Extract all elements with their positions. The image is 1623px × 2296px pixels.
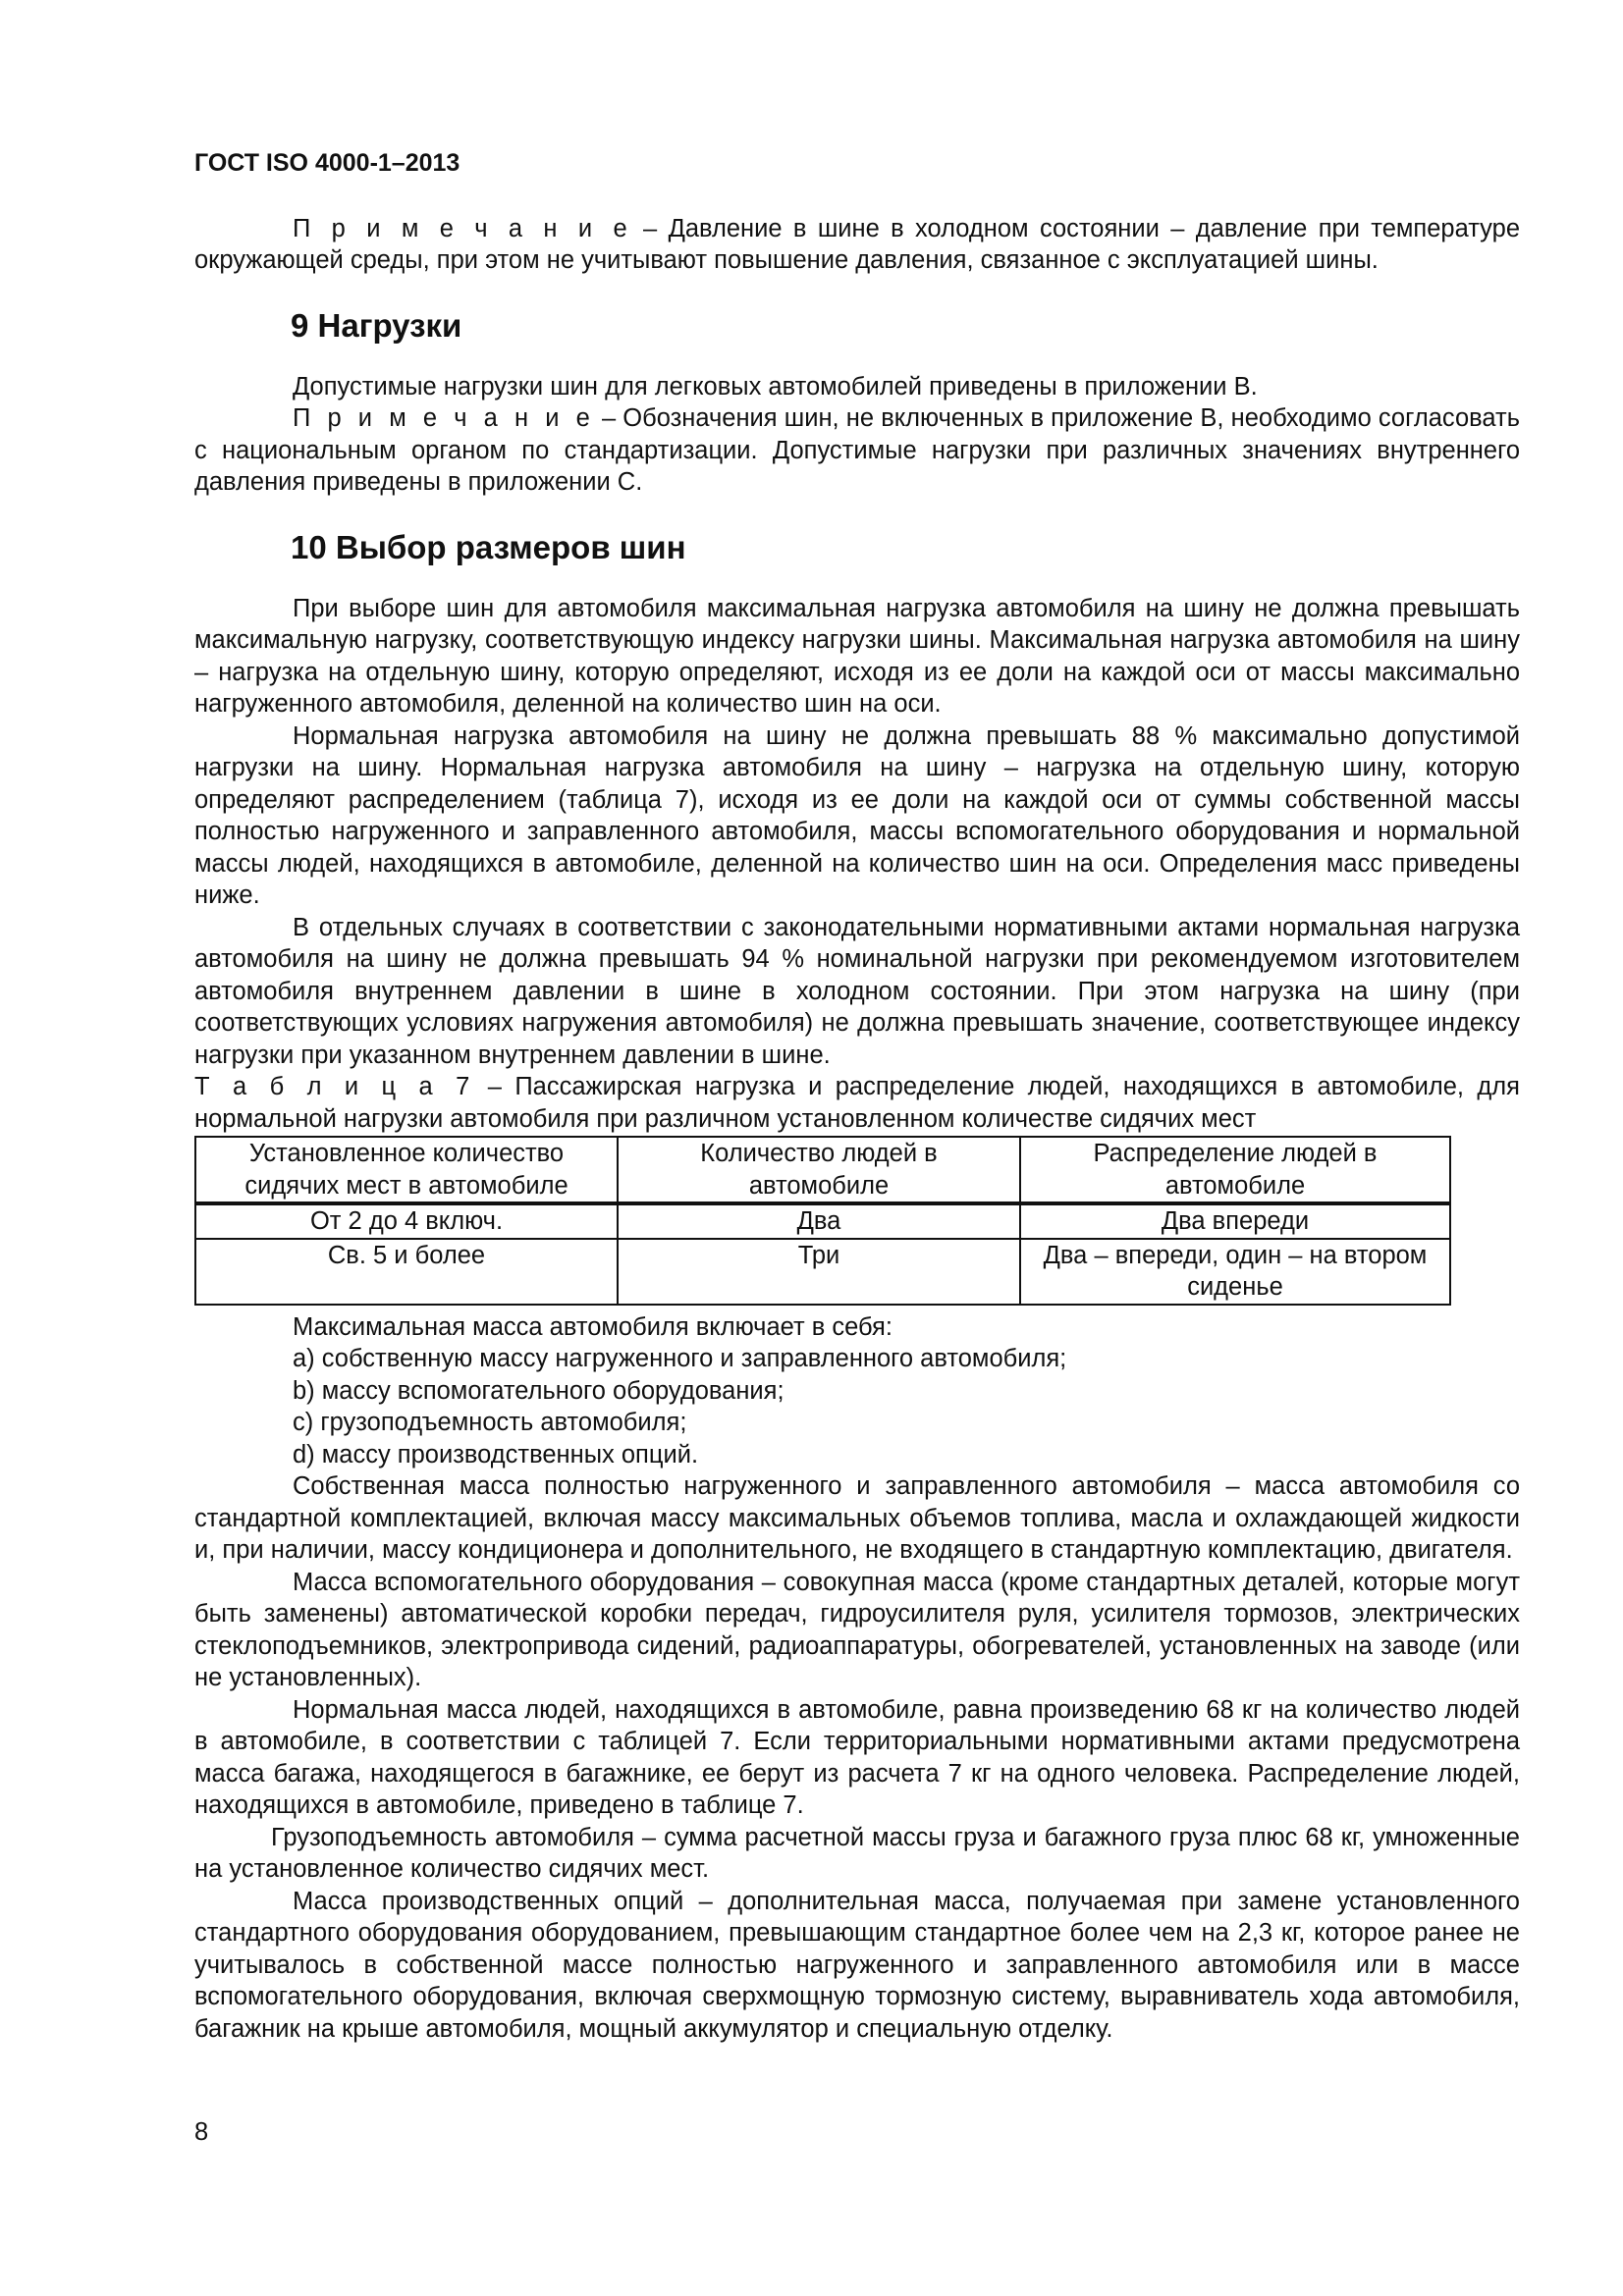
section-9-title: 9 Нагрузки: [291, 306, 462, 344]
definition-load-capacity: Грузоподъемность автомобиля – сумма расчетной массы груза и багажного груза плюс 68 кг, умноженные на установленное количество сидячих мест.: [194, 1823, 1520, 1883]
definition-own-mass: Собственная масса полностью нагруженного и заправленного автомобиля – масса автомобиля со стандартной комплектацией, включая массу максимальных объемов топлива, масла и охлаждающей жидкости и, при наличии, массу кондиционера и дополнительного, не входящего в стандартную комплектацию, двигателя.: [194, 1472, 1520, 1564]
definition-production-options: Масса производственных опций – дополнительная масса, получаемая при замене установленного стандартного оборудования оборудованием, превышающим стандартное более чем на 2,3 кг, которое ранее не учитывалось в собственной массе полностью нагруженного и заправленного автомобиля или в массе вспомогательного оборудования, включая сверхмощную тормозную систему, выравниватель хода автомобиля, багажник на крыше автомобиля, мощный аккумулятор и специальную отделку.: [194, 1887, 1520, 2043]
list-item: d) массу производственных опций.: [293, 1440, 699, 1468]
table-header-cell: Установленное количество сидячих мест в автомобиле: [195, 1137, 618, 1203]
section-9-paragraph: Допустимые нагрузки шин для легковых автомобилей приведены в приложении B.: [293, 372, 1258, 400]
list-item: c) грузоподъемность автомобиля;: [293, 1409, 687, 1436]
table-caption-label: Т а б л и ц а 7: [194, 1073, 475, 1100]
table-cell: Три: [618, 1239, 1020, 1305]
note-label: П р и м е ч а н и е: [293, 214, 632, 242]
section-10-paragraph-1: При выборе шин для автомобиля максимальная нагрузка автомобиля на шину не должна превышать максимальную нагрузку, соответствующую индексу нагрузки шины. Максимальная нагрузка автомобиля на шину – нагрузка на отдельную шину, которую определяют, исходя из ее доли на каждой оси от массы максимально нагруженного автомобиля, деленной на количество шин на оси.: [194, 594, 1520, 718]
page-number: 8: [194, 2118, 209, 2146]
max-mass-intro: Максимальная масса автомобиля включает в себя:: [293, 1312, 893, 1341]
table-cell: Два впереди: [1020, 1203, 1450, 1239]
table-7-caption: [194, 1071, 1520, 1135]
table-cell: От 2 до 4 включ.: [195, 1203, 618, 1239]
note-text: – Давление в шине в холодном состоянии – давление при температуре окружающей среды, при этом не учитывают повышение давления, связанное с эксплуатацией шины.: [194, 214, 1520, 274]
section-10-paragraph-3: В отдельных случаях в соответствии с законодательными нормативными актами нормальная нагрузка автомобиля на шину не должна превышать 94 % номинальной нагрузки при рекомендуемом изготовителем автомобиля внутреннем давлении в шине в холодном состоянии. При этом нагрузка на шину (при соответствующих условиях нагружения автомобиля) не должна превышать значение, соответствующее индексу нагрузки при указанном внутреннем давлении в шине.: [194, 913, 1520, 1069]
note-text: – Обозначения шин, не включенных в приложение B, необходимо согласовать с национальным органом по стандартизации. Допустимые нагрузки при различных значениях внутреннего давления приведены в приложении C.: [194, 404, 1520, 496]
table-header-cell: Количество людей в автомобиле: [618, 1137, 1020, 1203]
table-header-row: [195, 1137, 1450, 1203]
definition-auxiliary-equipment: Масса вспомогательного оборудования – совокупная масса (кроме стандартных деталей, которые могут быть заменены) автоматической коробки передач, гидроусилителя руля, усилителя тормозов, электрических стеклоподъемников, электропривода сидений, радиоаппаратуры, обогревателей, установленных на заводе (или не установленных).: [194, 1568, 1520, 1691]
table-7: [194, 1136, 1451, 1306]
table-cell: Два – впереди, один – на втором сиденье: [1020, 1239, 1450, 1305]
table-cell: Св. 5 и более: [195, 1239, 618, 1305]
intro-note: [194, 213, 1520, 277]
table-row: [195, 1203, 1450, 1239]
table-caption-text: – Пассажирская нагрузка и распределение людей, находящихся в автомобиле, для нормальной нагрузки автомобиля при различном установленном количестве сидячих мест: [194, 1073, 1520, 1133]
section-10-paragraph-2: Нормальная нагрузка автомобиля на шину не должна превышать 88 % максимально допустимой нагрузки на шину. Нормальная нагрузка автомобиля на шину – нагрузка на отдельную шину, которую определяют распределением (таблица 7), исходя из ее доли на каждой оси от суммы собственной массы полностью нагруженного и заправленного автомобиля, массы вспомогательного оборудования и нормальной массы людей, находящихся в автомобиле, деленной на количество шин на оси. Определения масс приведены ниже.: [194, 721, 1520, 909]
list-item: a) собственную массу нагруженного и заправленного автомобиля;: [293, 1345, 1067, 1372]
section-10-title: 10 Выбор размеров шин: [291, 528, 686, 565]
document-page: [194, 147, 1520, 2045]
note-label: П р и м е ч а н и е: [293, 404, 595, 432]
section-9-note: [194, 402, 1520, 499]
definition-occupant-mass: Нормальная масса людей, находящихся в автомобиле, равна произведению 68 кг на количество людей в автомобиле, в соответствии с таблицей 7. Если территориальными нормативными актами предусмотрена масса багажа, находящегося в багажнике, ее берут из расчета 7 кг на одного человека. Распределение людей, находящихся в автомобиле, приведено в таблице 7.: [194, 1695, 1520, 1819]
list-item: b) массу вспомогательного оборудования;: [293, 1376, 784, 1405]
table-header-cell: Распределение людей в автомобиле: [1020, 1137, 1450, 1203]
document-header: ГОСТ ISO 4000-1–2013: [194, 149, 460, 177]
table-cell: Два: [618, 1203, 1020, 1239]
table-row: [195, 1239, 1450, 1305]
